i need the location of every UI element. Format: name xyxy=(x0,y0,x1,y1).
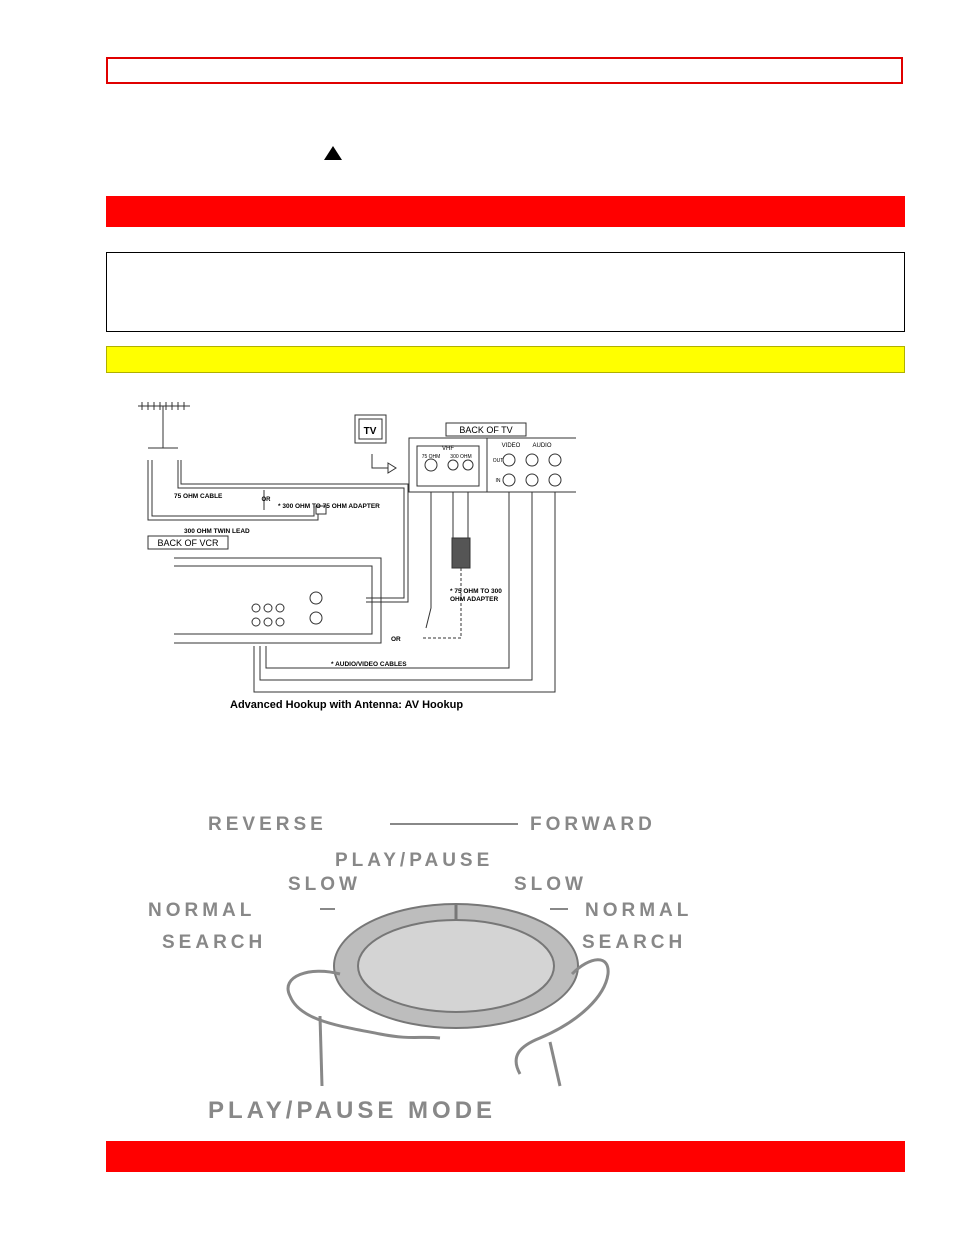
out-label: OUT xyxy=(492,458,504,464)
search-right-label: SEARCH xyxy=(582,932,687,953)
jog-dial-illustration xyxy=(140,806,760,1126)
ohm75-label: 75 OHM xyxy=(421,454,441,460)
slow-right-label: SLOW xyxy=(514,874,587,895)
note-box xyxy=(106,252,905,332)
in-label: IN xyxy=(495,478,501,484)
tv-label: TV xyxy=(363,426,377,437)
back-of-tv-label: BACK OF TV xyxy=(459,425,513,435)
adapter-75-300-line1: * 75 OHM TO 300 xyxy=(450,588,502,595)
reverse-label: REVERSE xyxy=(208,814,327,835)
adapter-75-300-line2: OHM ADAPTER xyxy=(450,596,499,603)
cable-75-label: 75 OHM CABLE xyxy=(174,493,223,500)
twin-lead-label: 300 OHM TWIN LEAD xyxy=(184,528,250,535)
hookup-caption: Advanced Hookup with Antenna: AV Hookup xyxy=(230,699,464,711)
up-triangle-icon[interactable] xyxy=(323,145,343,161)
forward-label: FORWARD xyxy=(530,814,656,835)
adapter-300-75-label: * 300 OHM TO 75 OHM ADAPTER xyxy=(278,503,380,510)
back-of-vcr-label: BACK OF VCR xyxy=(157,538,219,548)
av-hookup-diagram xyxy=(126,398,576,720)
mode-caption: PLAY/PAUSE MODE xyxy=(208,1097,497,1124)
section-bar-red xyxy=(106,196,905,227)
or-label: OR xyxy=(261,497,271,503)
video-label: VIDEO xyxy=(501,443,521,449)
footer-bar-red xyxy=(106,1141,905,1172)
header-outline-box xyxy=(106,57,903,84)
av-cables-label: * AUDIO/VIDEO CABLES xyxy=(331,661,407,668)
normal-left-label: NORMAL xyxy=(148,900,256,921)
search-left-label: SEARCH xyxy=(162,932,267,953)
ohm300-label: 300 OHM xyxy=(450,454,472,460)
slow-left-label: SLOW xyxy=(288,874,361,895)
vhf-label: VHF xyxy=(442,446,454,452)
section-bar-yellow xyxy=(106,346,905,373)
or-arrow-label: OR xyxy=(391,636,401,643)
audio-label: AUDIO xyxy=(532,443,552,449)
play-pause-label: PLAY/PAUSE xyxy=(335,850,494,871)
normal-right-label: NORMAL xyxy=(585,900,693,921)
